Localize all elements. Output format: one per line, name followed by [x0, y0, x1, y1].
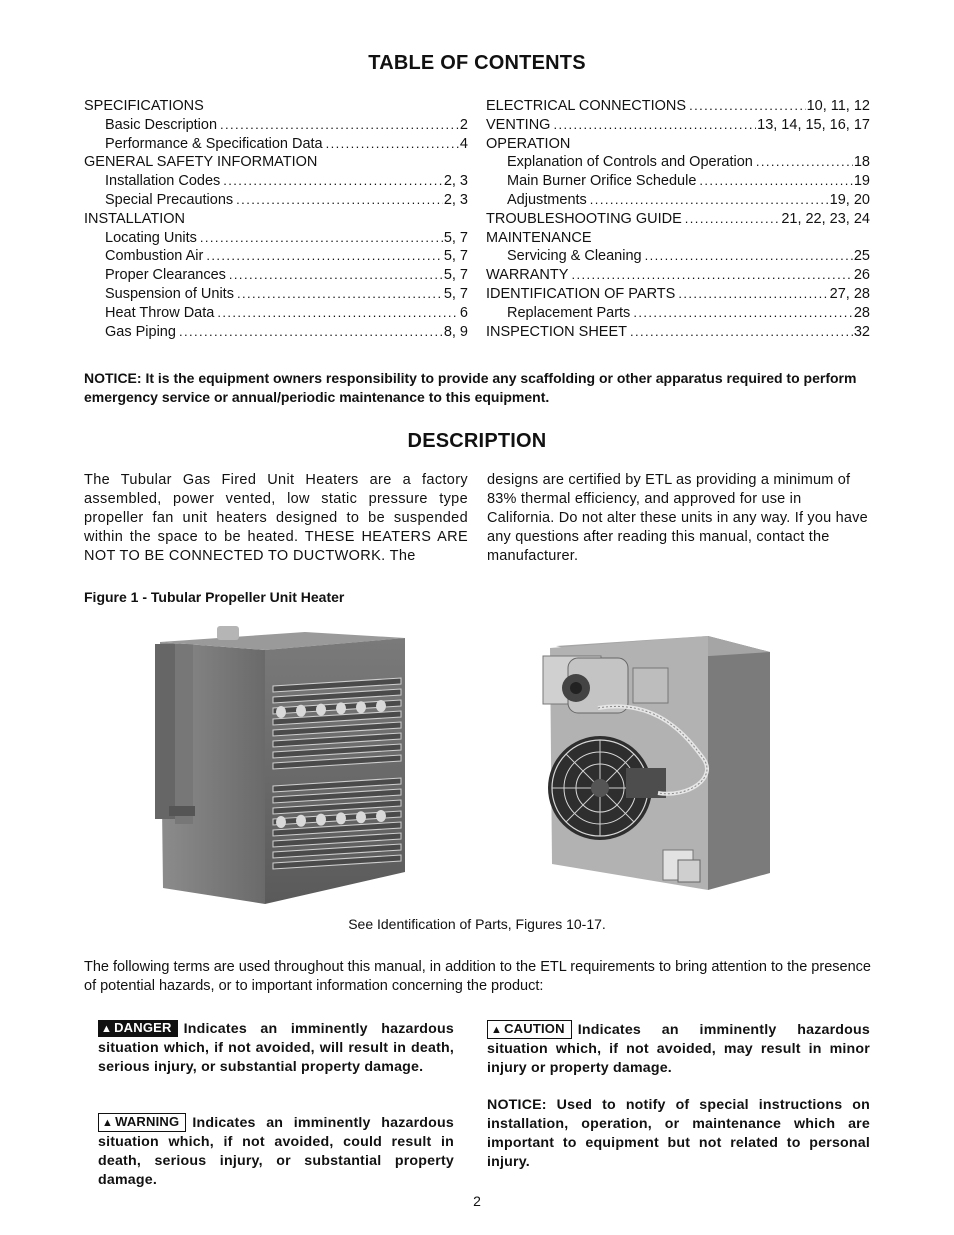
danger-text: Indicates an imminently hazardous situation which, if not avoided, will result in death, serious injury, or substantial property damage.: [98, 1021, 454, 1075]
description-right-text: designs are certified by ETL as providing a minimum of 83% thermal efficiency, and approved for use in California. Do not alter these units in any way. If you have any questions after reading this manual, contact the manufacturer.: [487, 472, 868, 564]
toc-entry: [84, 172, 468, 191]
toc-entry-label: TROUBLESHOOTING GUIDE: [486, 210, 682, 227]
heat-tube: [376, 700, 386, 712]
scaffolding-notice: NOTICE: It is the equipment owners responsibility to provide any scaffolding or other apparatus required to perform emergency service or annual/periodic maintenance to this equipment.: [84, 370, 857, 405]
toc-entry-label: Adjustments: [507, 191, 587, 208]
toc-entry-page: 27, 28: [829, 285, 870, 302]
toc-entry-label: Proper Clearances: [105, 267, 226, 284]
heat-tube: [356, 701, 366, 713]
toc-entry-label: SPECIFICATIONS: [84, 98, 204, 114]
toc-entry-label: Combustion Air: [105, 248, 204, 265]
toc-entry: [84, 323, 468, 342]
toc-entry-label: Suspension of Units: [105, 285, 234, 302]
heat-tube: [296, 815, 306, 827]
toc-entry-label: Installation Codes: [105, 173, 221, 190]
toc-leader-dots: [179, 323, 443, 342]
toc-leader-dots: [200, 229, 443, 248]
danger-badge: [98, 1020, 178, 1037]
toc-entry-page: 4: [459, 135, 468, 152]
toc-entry-label: INSTALLATION: [84, 210, 185, 227]
danger-definition: [98, 1020, 454, 1077]
toc-leader-dots: [630, 323, 853, 342]
toc-entry: [486, 323, 870, 342]
toc-entry: [486, 247, 870, 266]
page-number: 2: [473, 1193, 481, 1209]
toc-entry: [486, 285, 870, 304]
toc-entry: [84, 97, 468, 116]
see-identification-note: See Identification of Parts, Figures 10-17.: [348, 916, 606, 932]
toc-entry-label: MAINTENANCE: [486, 229, 592, 246]
toc-leader-dots: [220, 116, 459, 135]
toc-entry: [486, 191, 870, 210]
toc-entry-label: Performance & Specification Data: [105, 135, 323, 152]
heat-tube: [276, 706, 286, 718]
toc-entry: [84, 191, 468, 210]
toc-leader-dots: [590, 191, 829, 210]
toc-entry: [486, 135, 870, 154]
heat-tube: [336, 702, 346, 714]
toc-entry-label: GENERAL SAFETY INFORMATION: [84, 154, 318, 171]
toc-entry-label: Gas Piping: [105, 323, 176, 340]
toc-entry: [84, 247, 468, 266]
heat-tube: [356, 811, 366, 823]
toc-entry-label: IDENTIFICATION OF PARTS: [486, 285, 676, 302]
warning-triangle-icon: ▲: [102, 1117, 114, 1129]
toc-entry: [486, 153, 870, 172]
toc-entry-page: 2: [459, 116, 468, 133]
toc-leader-dots: [223, 172, 443, 191]
toc-entry-page: 10, 11, 12: [806, 98, 870, 114]
toc-leader-dots: [645, 247, 853, 266]
toc-entry-page: 21, 22, 23, 24: [781, 210, 870, 227]
toc-entry: [486, 210, 870, 229]
caution-text: Indicates an imminently hazardous situation which, if not avoided, may result in minor injury or property damage.: [487, 1022, 870, 1076]
toc-entry-label: Replacement Parts: [507, 304, 631, 321]
toc-entry-label: Explanation of Controls and Operation: [507, 154, 753, 171]
warning-definition: [98, 1113, 454, 1190]
heat-tube: [276, 816, 286, 828]
warning-label: WARNING: [115, 1114, 180, 1129]
toc-entry-page: 2, 3: [443, 191, 468, 208]
toc-entry: [486, 172, 870, 191]
toc-entry-page: 18: [853, 154, 870, 171]
terms-intro: The following terms are used throughout this manual, in addition to the ETL requirements to bring attention to the presence of potential hazards, or to important information concerning the product:: [84, 959, 871, 994]
toc-entry: [84, 135, 468, 154]
toc-entry-label: Basic Description: [105, 116, 218, 133]
heater-front-photo: [155, 624, 410, 904]
toc-entry: [486, 229, 870, 248]
toc-leader-dots: [699, 172, 852, 191]
description-left-text: The Tubular Gas Fired Unit Heaters are a factory assembled, power vented, low static pressure type propeller fan unit heaters designed to be suspended within the space to be heated. THESE HEATERS ARE NOT TO BE CONNECTED TO DUCTWORK. The: [84, 472, 468, 564]
toc-leader-dots: [689, 97, 805, 116]
toc-entry: [486, 304, 870, 323]
toc-entry-page: 13, 14, 15, 16, 17: [757, 116, 870, 133]
toc-leader-dots: [685, 210, 781, 229]
toc-entry-page: 32: [853, 323, 870, 340]
toc-entry-page: 2, 3: [443, 173, 468, 190]
toc-entry-page: 26: [853, 267, 870, 284]
heater-rear-photo: [538, 628, 778, 898]
toc-entry-label: Heat Throw Data: [105, 304, 215, 321]
toc-entry: [486, 97, 870, 116]
heat-tube: [316, 704, 326, 716]
toc-entry-label: OPERATION: [486, 135, 571, 152]
toc-leader-dots: [236, 191, 443, 210]
toc-entry-page: 19: [853, 173, 870, 190]
toc-leader-dots: [229, 266, 443, 285]
toc-entry: [84, 153, 468, 172]
warning-text: Indicates an imminently hazardous situation which, if not avoided, could result in death, serious injury, or substantial property damage.: [98, 1115, 454, 1188]
toc-leader-dots: [217, 304, 459, 323]
toc-entry-label: ELECTRICAL CONNECTIONS: [486, 98, 687, 114]
warning-badge: [98, 1113, 186, 1132]
toc-entry-label: Servicing & Cleaning: [507, 248, 642, 265]
warning-triangle-icon: ▲: [491, 1024, 503, 1036]
toc-title: TABLE OF CONTENTS: [368, 52, 586, 74]
toc-leader-dots: [633, 304, 853, 323]
toc-leader-dots: [553, 116, 756, 135]
toc-entry: [84, 304, 468, 323]
toc-entry: [84, 229, 468, 248]
toc-entry-label: INSPECTION SHEET: [486, 323, 627, 340]
heat-tube: [336, 812, 346, 824]
toc-entry: [84, 285, 468, 304]
caution-label: CAUTION: [504, 1021, 565, 1036]
heat-tube: [316, 814, 326, 826]
description-title: DESCRIPTION: [407, 430, 547, 452]
toc-entry-label: VENTING: [486, 116, 551, 133]
heat-tube: [376, 810, 386, 822]
toc-entry-label: Special Precautions: [105, 191, 234, 208]
toc-leader-dots: [678, 285, 828, 304]
toc-right-column: [486, 97, 870, 341]
toc-entry-page: 8, 9: [443, 323, 468, 340]
danger-label: DANGER: [114, 1020, 172, 1035]
toc-entry: [84, 210, 468, 229]
toc-entry: [84, 266, 468, 285]
toc-entry-page: 5, 7: [443, 285, 468, 302]
toc-entry: [486, 116, 870, 135]
toc-entry-page: 5, 7: [443, 248, 468, 265]
toc-entry-label: WARRANTY: [486, 267, 569, 284]
toc-leader-dots: [206, 247, 442, 266]
toc-entry: [486, 266, 870, 285]
toc-leader-dots: [756, 153, 853, 172]
toc-entry-page: 6: [459, 304, 468, 321]
warning-triangle-icon: ▲: [101, 1023, 113, 1035]
toc-leader-dots: [571, 266, 852, 285]
toc-entry-label: Locating Units: [105, 229, 197, 246]
toc-entry-page: 5, 7: [443, 267, 468, 284]
caution-badge: [487, 1020, 572, 1039]
toc-entry-page: 25: [853, 248, 870, 265]
toc-leader-dots: [326, 135, 459, 154]
toc-entry-page: 5, 7: [443, 229, 468, 246]
toc-entry: [84, 116, 468, 135]
heat-tube: [296, 705, 306, 717]
notice-definition: NOTICE: Used to notify of special instructions on installation, operation, or maintenance which are important to equipment but not related to personal injury.: [487, 1097, 870, 1170]
toc-entry-page: 28: [853, 304, 870, 321]
toc-left-column: [84, 97, 468, 341]
toc-leader-dots: [237, 285, 443, 304]
toc-entry-page: 19, 20: [829, 191, 870, 208]
caution-definition: [487, 1020, 870, 1078]
toc-entry-label: Main Burner Orifice Schedule: [507, 173, 697, 190]
figure-caption: Figure 1 - Tubular Propeller Unit Heater: [84, 589, 345, 605]
